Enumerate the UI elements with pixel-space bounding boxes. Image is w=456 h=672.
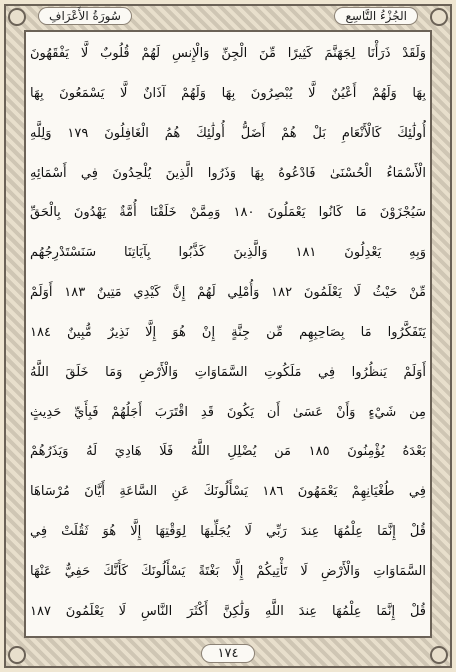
juz-name: الجُزْءُ التَّاسِع (334, 7, 418, 25)
verse-line: أُولَٰئِكَ كَالْأَنْعَامِ بَلْ هُمْ أَضَلُّ أُولَٰئِكَ هُمُ الْغَافِلُونَ ١٧٩ وَلِلَّهِ (30, 125, 426, 141)
verse-line: مِّنْ حَيْثُ لَا يَعْلَمُونَ ١٨٢ وَأُمْلِي لَهُمْ إِنَّ كَيْدِي مَتِينٌ ١٨٣ أَوَلَمْ (30, 285, 426, 301)
verse-line: يَتَفَكَّرُوا مَا بِصَاحِبِهِم مِّن جِنَّةٍ إِنْ هُوَ إِلَّا نَذِيرٌ مُّبِينٌ ١٨٤ (30, 324, 426, 340)
verse-line: وَلَقَدْ ذَرَأْنَا لِجَهَنَّمَ كَثِيرًا مِّنَ الْجِنِّ وَالْإِنسِ لَهُمْ قُلُوبٌ لَّا يَفْقَهُونَ (30, 46, 426, 61)
verse-line: بَعْدَهُ يُؤْمِنُونَ ١٨٥ مَن يُضْلِلِ اللَّهُ فَلَا هَادِيَ لَهُ وَيَذَرُهُمْ (30, 444, 426, 460)
page-footer (0, 642, 456, 664)
page-header (0, 5, 456, 27)
verse-lines (30, 36, 426, 630)
verse-line: وَبِهِ يَعْدِلُونَ ١٨١ وَالَّذِينَ كَذَّبُوا بِآيَاتِنَا سَنَسْتَدْرِجُهُم (30, 245, 426, 261)
verse-line: قُلْ إِنَّمَا عِلْمُهَا عِندَ اللَّهِ وَلَٰكِنَّ أَكْثَرَ النَّاسِ لَا يَعْلَمُونَ ١٨٧ (30, 603, 426, 619)
page-number: ١٧٤ (201, 644, 256, 663)
verse-line: فِي طُغْيَانِهِمْ يَعْمَهُونَ ١٨٦ يَسْأَلُونَكَ عَنِ السَّاعَةِ أَيَّانَ مُرْسَاهَا (30, 484, 426, 500)
verse-line: مِن شَيْءٍ وَأَنْ عَسَىٰ أَن يَكُونَ قَدِ اقْتَرَبَ أَجَلُهُمْ فَبِأَيِّ حَدِيثٍ (30, 404, 426, 420)
verse-line: بِهَا وَلَهُمْ أَعْيُنٌ لَّا يُبْصِرُونَ بِهَا وَلَهُمْ آذَانٌ لَّا يَسْمَعُونَ بِهَا (30, 85, 426, 101)
verse-line: قُلْ إِنَّمَا عِلْمُهَا عِندَ رَبِّي لَا يُجَلِّيهَا لِوَقْتِهَا إِلَّا هُوَ ثَقُلَتْ فِي (30, 524, 426, 540)
verse-line: أَوَلَمْ يَنظُرُوا فِي مَلَكُوتِ السَّمَاوَاتِ وَالْأَرْضِ وَمَا خَلَقَ اللَّهُ (30, 364, 426, 380)
verse-line: سَيُجْزَوْنَ مَا كَانُوا يَعْمَلُونَ ١٨٠ وَمِمَّنْ خَلَقْنَا أُمَّةٌ يَهْدُونَ بِالْحَقِّ (30, 205, 426, 221)
surah-name: سُورَةُ الأَعْرَافِ (38, 7, 132, 25)
verse-line: السَّمَاوَاتِ وَالْأَرْضِ لَا تَأْتِيكُمْ إِلَّا بَغْتَةً يَسْأَلُونَكَ كَأَنَّكَ حَفِيٌّ عَنْهَا (30, 563, 426, 579)
verse-line: الْأَسْمَاءُ الْحُسْنَىٰ فَادْعُوهُ بِهَا وَذَرُوا الَّذِينَ يُلْحِدُونَ فِي أَسْمَائِهِ (30, 165, 426, 181)
